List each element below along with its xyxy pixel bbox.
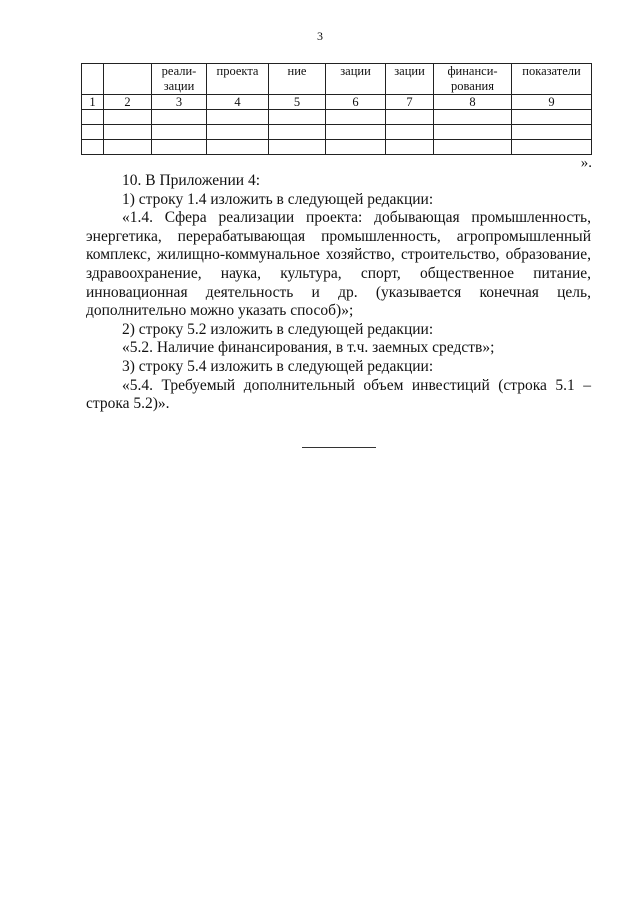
column-number: 1	[82, 95, 104, 110]
table-cell	[434, 110, 512, 125]
column-number: 8	[434, 95, 512, 110]
column-number: 9	[512, 95, 592, 110]
column-number: 2	[104, 95, 152, 110]
table-cell	[104, 110, 152, 125]
table-empty-row	[82, 125, 592, 140]
page-number: 3	[317, 29, 323, 43]
subitem-3: 3) строку 5.4 изложить в следующей редакции:	[122, 357, 434, 375]
subitem-1-quote: «1.4. Сфера реализации проекта: добывающая промышленность, энергетика, перерабатывающая промышленность, агропромышленный комплекс, жилищно-коммунальное хозяйство, строительство, образование, здравоохранение, наука, культура, спорт, общественное питание, инновационная деятельность и др. (указывается конечная цель, дополнительно можно указать способ)»;	[86, 209, 591, 320]
table-cell	[386, 110, 434, 125]
column-number: 5	[269, 95, 326, 110]
column-number: 6	[326, 95, 386, 110]
table-cell	[269, 140, 326, 155]
table-number-row	[82, 95, 592, 110]
table-cell	[207, 110, 269, 125]
table-cell	[82, 110, 104, 125]
column-number: 7	[386, 95, 434, 110]
header-cell: финанси- рования	[434, 64, 512, 95]
table-cell	[152, 125, 207, 140]
column-number: 4	[207, 95, 269, 110]
table-cell	[104, 125, 152, 140]
subitem-3-quote: «5.4. Требуемый дополнительный объем инвестиций (строка 5.1 – строка 5.2)».	[86, 376, 591, 413]
continuation-table	[81, 63, 592, 155]
table-cell	[386, 125, 434, 140]
table-cell	[512, 125, 592, 140]
table-cell	[82, 125, 104, 140]
table-cell	[207, 125, 269, 140]
table-cell	[326, 110, 386, 125]
table-header-row	[82, 64, 592, 95]
table-empty-row	[82, 140, 592, 155]
amendment-text	[86, 172, 591, 414]
end-divider	[302, 447, 376, 448]
header-cell: ние	[269, 64, 326, 95]
subitem-2: 2) строку 5.2 изложить в следующей редакции:	[122, 320, 434, 338]
table-cell	[269, 125, 326, 140]
subitem-2-quote: «5.2. Наличие финансирования, в т.ч. заемных средств»;	[122, 339, 495, 357]
subitem-1: 1) строку 1.4 изложить в следующей редакции:	[122, 190, 434, 208]
table-cell	[152, 110, 207, 125]
header-cell: зации	[386, 64, 434, 95]
table-cell	[207, 140, 269, 155]
table-cell	[512, 140, 592, 155]
header-cell: проекта	[207, 64, 269, 95]
item-10-heading: 10. В Приложении 4:	[122, 172, 261, 189]
table-cell	[326, 140, 386, 155]
header-cell: реали- зации	[152, 64, 207, 95]
table-cell	[104, 140, 152, 155]
table-cell	[512, 110, 592, 125]
table-cell	[326, 125, 386, 140]
table-cell	[434, 140, 512, 155]
table-empty-row	[82, 110, 592, 125]
closing-quote: ».	[580, 155, 592, 171]
table-cell	[152, 140, 207, 155]
table-cell	[82, 140, 104, 155]
table-cell	[386, 140, 434, 155]
column-number: 3	[152, 95, 207, 110]
header-cell: показатели	[512, 64, 592, 95]
header-cell	[82, 64, 104, 95]
header-cell	[104, 64, 152, 95]
header-cell: зации	[326, 64, 386, 95]
table-cell	[269, 110, 326, 125]
table-cell	[434, 125, 512, 140]
